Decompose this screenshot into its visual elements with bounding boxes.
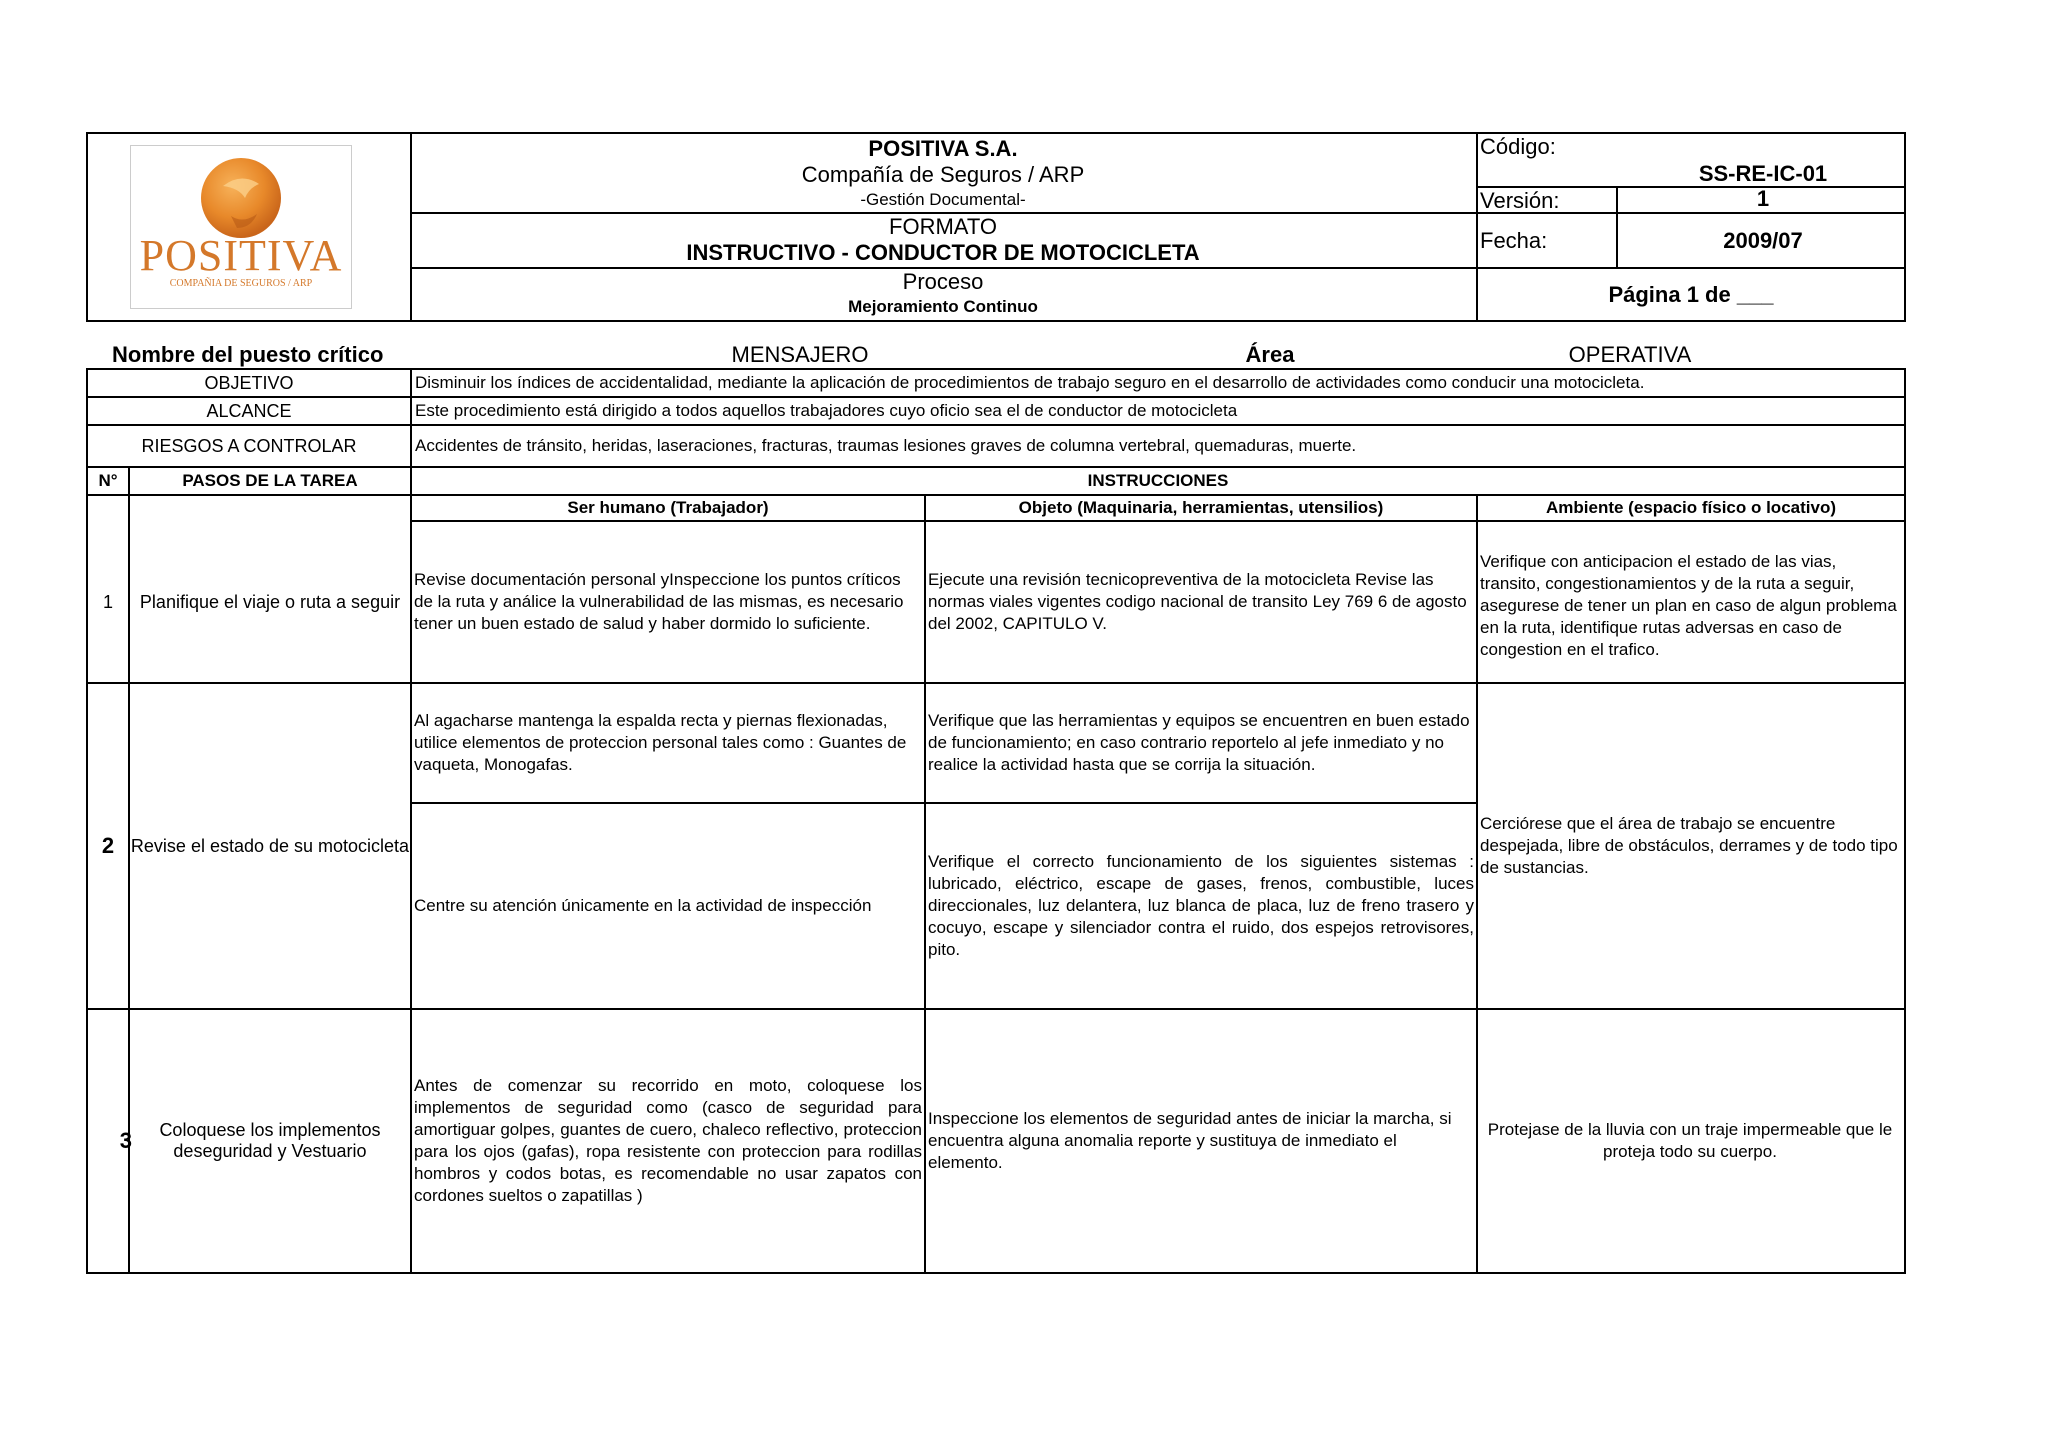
logo-subtext: COMPAÑIA DE SEGUROS / ARP: [169, 278, 313, 289]
version-label: Versión:: [1480, 188, 1560, 213]
riesgos-label: RIESGOS A CONTROLAR: [141, 435, 357, 456]
row1-objeto: Ejecute una revisión tecnicopreventiva de la motocicleta Revise las normas viales vigentes codigo nacional de transito Ley 769 6 de agosto del 2002, CAPITULO V.: [928, 570, 1467, 633]
puesto-label: Nombre del puesto crítico: [112, 342, 384, 367]
proceso-value: Mejoramiento Continuo: [848, 297, 1038, 316]
col-header-instrucciones: INSTRUCCIONES: [1087, 471, 1229, 490]
alcance-value: Este procedimiento está dirigido a todos aquellos trabajadores cuyo oficio sea el de conductor de motocicleta: [415, 401, 1238, 420]
area-label: Área: [1245, 342, 1295, 367]
col-header-pasos: PASOS DE LA TAREA: [182, 471, 358, 490]
objetivo-value: Disminuir los índices de accidentalidad, mediante la aplicación de procedimientos de trabajo seguro en el desarrollo de actividades como conducir una motocicleta.: [415, 373, 1645, 392]
row3-ambiente: Protejase de la lluvia con un traje impermeable que le proteja todo su cuerpo.: [1487, 1120, 1893, 1161]
fecha-label: Fecha:: [1480, 228, 1548, 253]
col-header-n: N°: [98, 471, 118, 490]
document-title: INSTRUCTIVO - CONDUCTOR DE MOTOCICLETA: [686, 240, 1200, 265]
row3-paso: Coloquese los implementos deseguridad y Vestuario: [159, 1120, 381, 1161]
alcance-label: ALCANCE: [206, 400, 292, 421]
row3-number: 3: [119, 1128, 132, 1153]
formato-label: FORMATO: [889, 214, 997, 239]
row1-humano: Revise documentación personal yInspeccione los puntos críticos de la ruta y análice la vulnerabilidad de las mismas, es necesario tener un buen estado de salud y haber dormido lo suficiente.: [414, 570, 904, 633]
company-name: POSITIVA S.A.: [868, 136, 1018, 161]
col-header-humano: Ser humano (Trabajador): [567, 498, 769, 517]
row2-number: 2: [101, 833, 115, 858]
fecha-value: 2009/07: [1723, 228, 1803, 253]
gestion-label: -Gestión Documental-: [860, 190, 1026, 209]
row2-objeto-b: Verifique el correcto funcionamiento de los siguientes sistemas : lubricado, eléctrico, escape de gases, frenos, combustible, luces direccionales, luz delantera, luz blanca de placa, luz de freno trasero y cocuyo, escape y silenciador contra el ruido, dos espejos retrovisores, pito.: [928, 852, 1474, 959]
row2-ambiente: Cerciórese que el área de trabajo se encuentre despejada, libre de obstáculos, derrames y de todo tipo de sustancias.: [1480, 814, 1898, 877]
objetivo-label: OBJETIVO: [204, 372, 294, 393]
col-header-ambiente: Ambiente (espacio físico o locativo): [1545, 498, 1836, 517]
pagina-label: Página 1 de ___: [1608, 282, 1774, 307]
row1-number: 1: [102, 591, 113, 612]
company-logo: [130, 145, 352, 309]
codigo-label: Código:: [1480, 134, 1556, 159]
riesgos-value: Accidentes de tránsito, heridas, laseraciones, fracturas, traumas lesiones graves de columna vertebral, quemaduras, muerte.: [415, 436, 1357, 455]
row1-paso: Planifique el viaje o ruta a seguir: [139, 591, 401, 612]
version-value: 1: [1756, 186, 1770, 211]
col-header-objeto: Objeto (Maquinaria, herramientas, utensilios): [1018, 498, 1384, 517]
codigo-value: SS-RE-IC-01: [1698, 161, 1828, 186]
row2-objeto-a: Verifique que las herramientas y equipos se encuentren en buen estado de funcionamiento; en caso contrario reportelo al jefe inmediato y no realice la actividad hasta que se corrija la situación.: [928, 711, 1470, 774]
row2-paso: Revise el estado de su motocicleta: [130, 835, 410, 856]
proceso-label: Proceso: [902, 269, 984, 294]
area-value: OPERATIVA: [1568, 342, 1692, 367]
row3-humano: Antes de comenzar su recorrido en moto, coloquese los implementos de seguridad como (casco de seguridad para amortiguar golpes, guantes de cuero, chaleco reflectivo, proteccion para los ojos (gafas), ropa resistente con proteccion para rodillas hombros y codos botas, es recomendable no usar zapatos con cordones sueltos o zapatillas ): [414, 1076, 922, 1205]
row2-humano-b: Centre su atención únicamente en la actividad de inspección: [414, 896, 872, 915]
puesto-value: MENSAJERO: [731, 342, 869, 367]
logo-text: POSITIVA: [139, 231, 343, 280]
row3-objeto: Inspeccione los elementos de seguridad antes de iniciar la marcha, si encuentra alguna anomalia reporte y sustituya de inmediato el elemento.: [928, 1109, 1452, 1172]
row2-humano-a: Al agacharse mantenga la espalda recta y piernas flexionadas, utilice elementos de proteccion personal tales como : Guantes de vaqueta, Monogafas.: [414, 711, 907, 774]
company-subtitle: Compañía de Seguros / ARP: [801, 162, 1085, 187]
row1-ambiente: Verifique con anticipacion el estado de las vias, transito, congestionamientos y de la ruta a seguir, asegurese de tener un plan en caso de algun problema en la ruta, identifique rutas adversas en caso de congestion en el trafico.: [1480, 552, 1897, 659]
